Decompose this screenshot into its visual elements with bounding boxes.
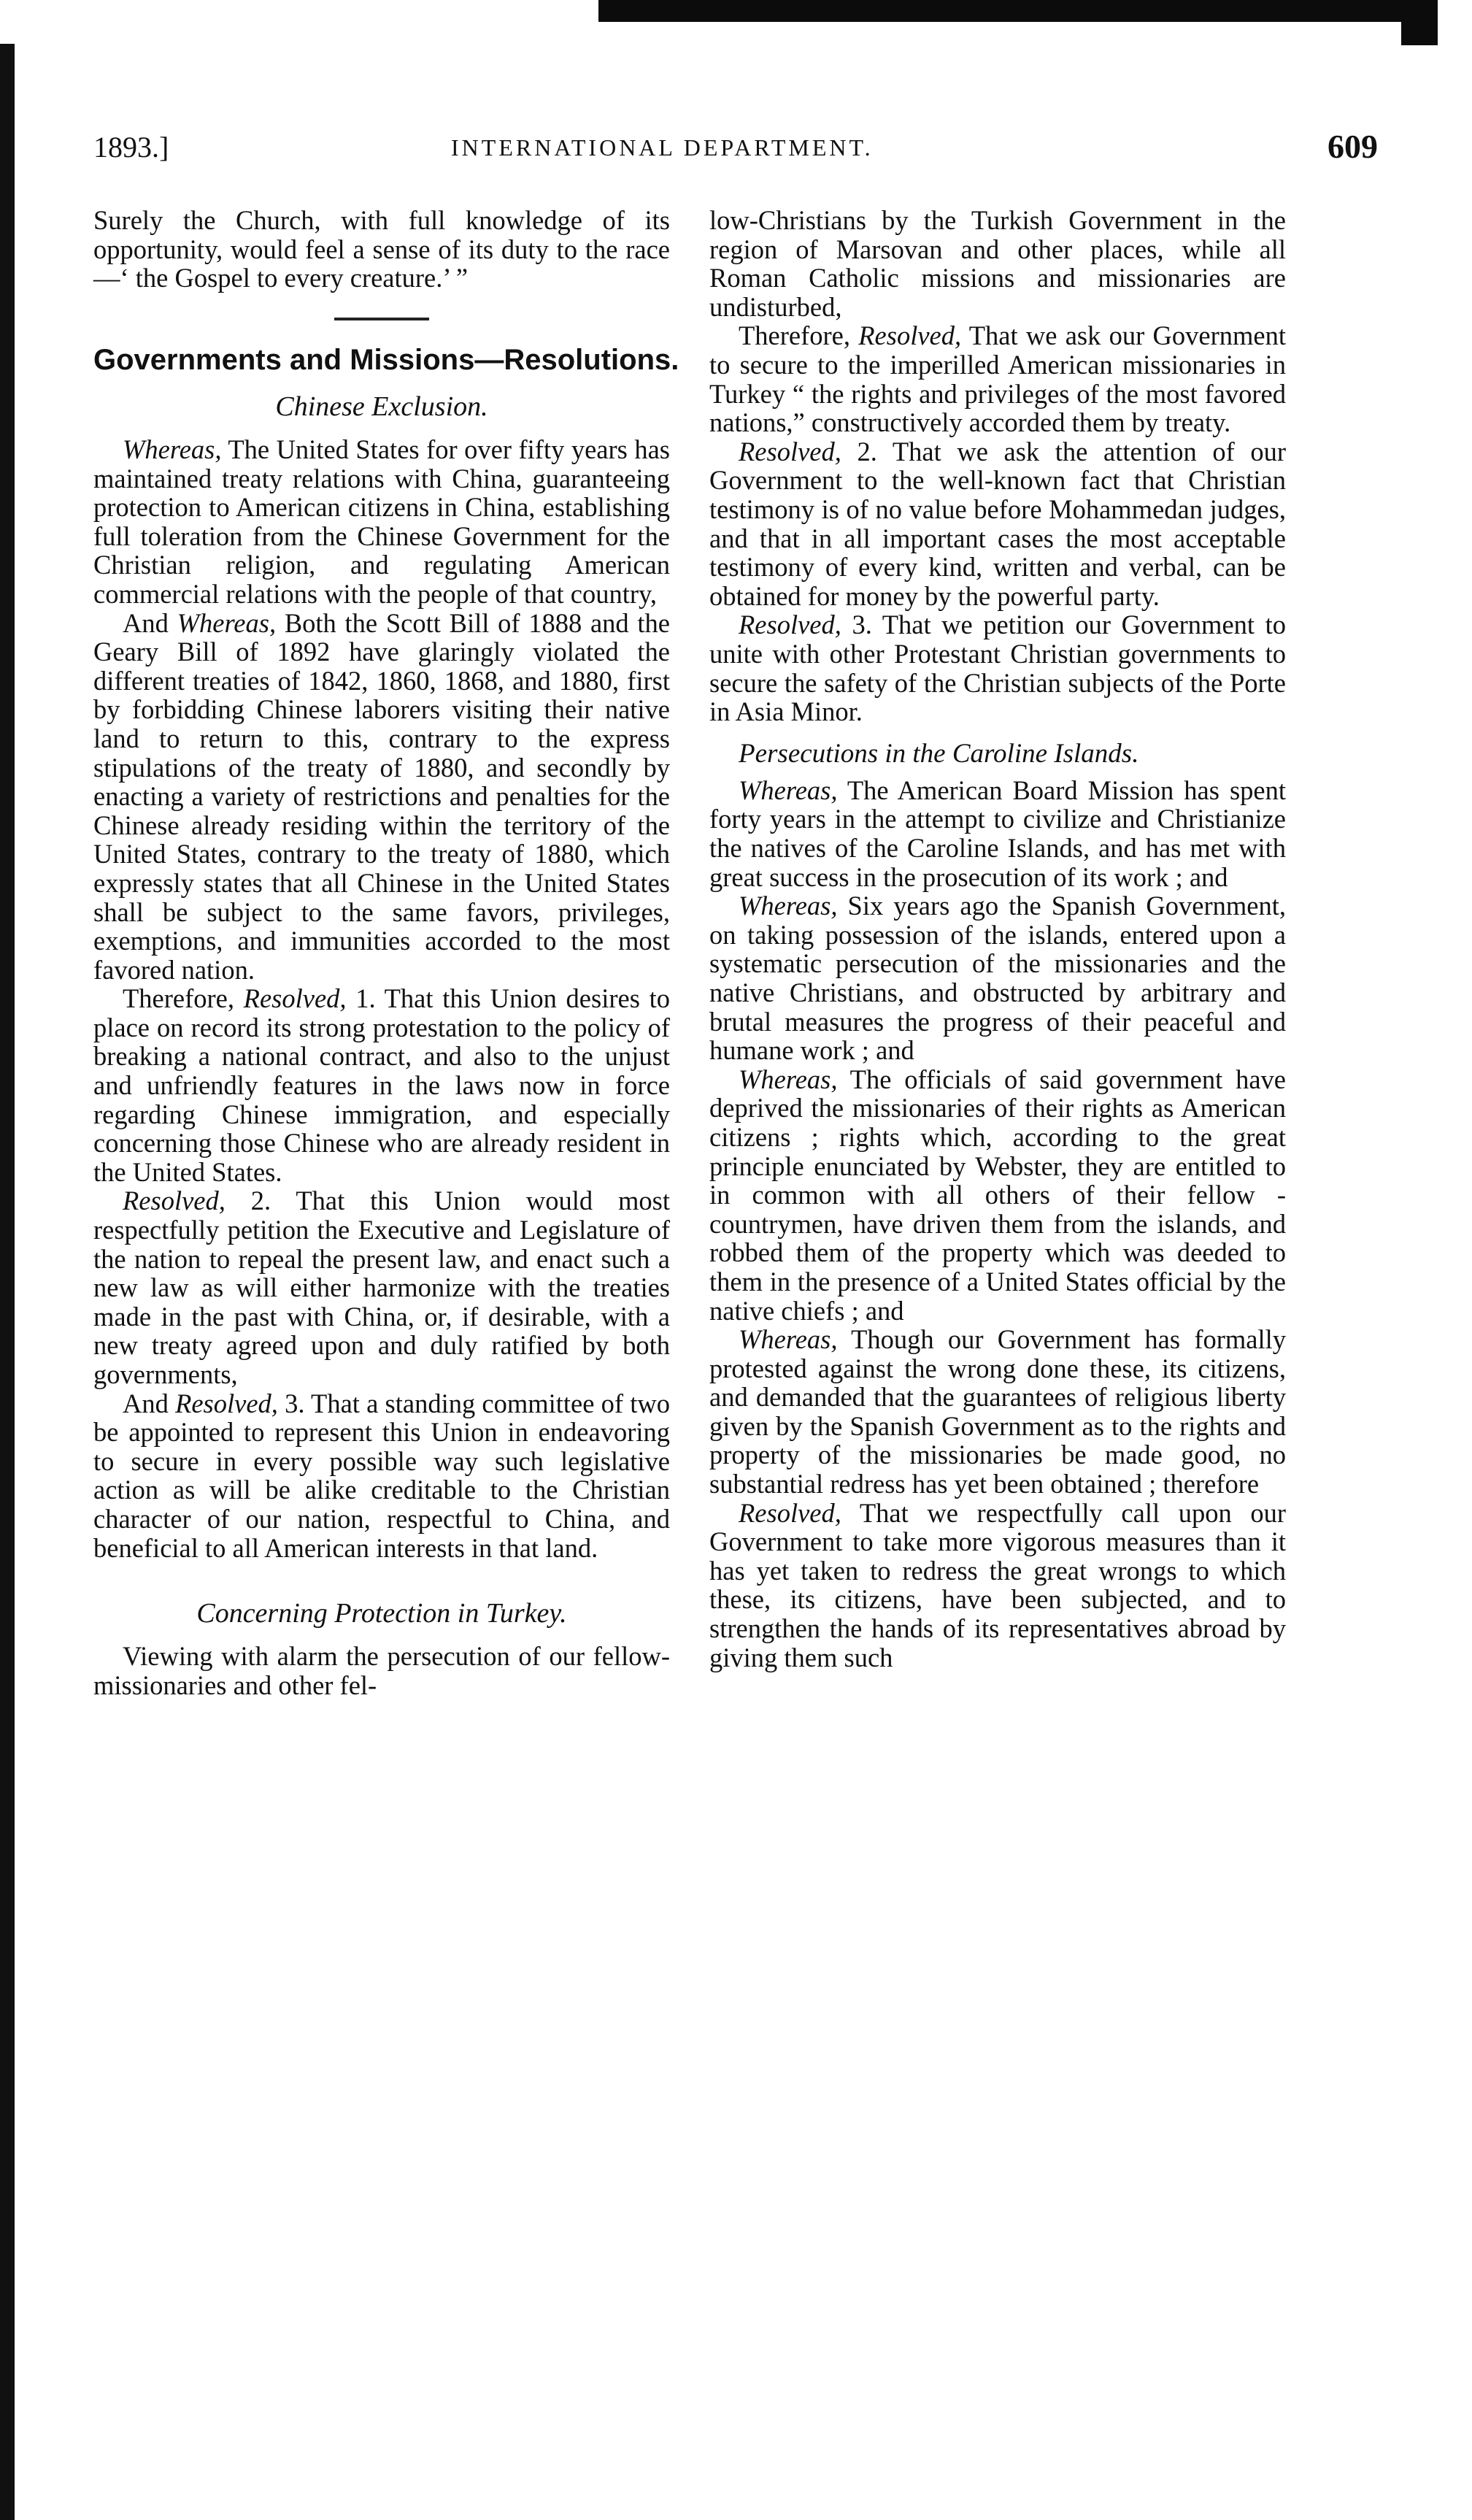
paragraph-text: 2. That this Union would most respectfully petition the Executive and Legislature of the nation to repeal the present law, and enact such a new law as will either harmonize with the treaties made in the past with China, or, if desirable, with a new treaty agreed upon and duly ratified by both governments, (93, 1186, 670, 1389)
turkey-resolved-2 (709, 437, 1286, 611)
chinese-whereas-1 (93, 435, 670, 609)
lead-word: Resolved, (123, 1186, 226, 1216)
lead-word: Whereas, (177, 607, 277, 638)
paragraph-text: The American Board Mission has spent forty years in the attempt to civilize and Christianize the natives of the Caroline Islands, and has met with great success in the prosecution of its work ; and (709, 775, 1286, 892)
lead-word: Whereas, (739, 775, 838, 805)
subheading-caroline-islands: Persecutions in the Caroline Islands. (739, 738, 1139, 769)
lead-word: Resolved, (739, 610, 841, 640)
header-running-title: INTERNATIONAL DEPARTMENT. (451, 134, 874, 161)
turkey-resolved-1 (709, 321, 1286, 437)
caroline-whereas-4 (709, 1325, 1286, 1499)
paragraph-text: Six years ago the Spanish Government, on taking possession of the islands, entered upon a systematic persecution of the missionaries and the native Christians, and obstructed by arbitrary and brutal measures the progress of their peaceful and humane work ; and (709, 891, 1286, 1066)
running-header (93, 130, 1378, 174)
lead-word: Whereas, (739, 891, 838, 921)
lead-prefix: And (123, 1388, 176, 1418)
lead-prefix: Therefore, (123, 983, 244, 1014)
lead-word: Whereas, (739, 1064, 838, 1094)
paragraph-text: The officials of said government have deprived the missionaries of their rights as American citizens ; rights which, according to the great principle enunciated by Webster, they are entitled to in common with all others of their fellow - countrymen, have driven them from the islands, and robbed them of the property which was deeded to them in the presence of a United States official by the native chiefs ; and (709, 1064, 1286, 1326)
lead-word: Resolved, (243, 983, 347, 1014)
lead-word: Whereas, (123, 434, 222, 464)
lead-word: Resolved, (175, 1388, 278, 1418)
intro-paragraph: Surely the Church, with full knowledge of its opportunity, would feel a sense of its duty to the race—‘ the Gospel to every creature.’ ” (93, 205, 670, 293)
paragraph-text: That we respectfully call upon our Government to take more vigorous measures than it has yet taken to redress the great wrongs to which these, its citizens, have been subjected, and to strengthen the hands of its representatives abroad by giving them such (709, 1497, 1286, 1672)
turkey-resolved-3 (709, 610, 1286, 726)
right-column (709, 206, 1286, 1672)
lead-word: Resolved, (858, 320, 962, 351)
page-number: 609 (1328, 128, 1378, 165)
top-edge-rule (598, 0, 1438, 22)
lead-prefix: And (123, 607, 177, 638)
paragraph-text: The United States for over fifty years has maintained treaty relations with China, guaranteeing protection to American citizens in China, establishing full toleration from the Chinese Government for the Christian religion, and regulating American commercial relations with the people of that country, (93, 434, 670, 609)
subheading-protection-turkey: Concerning Protection in Turkey. (196, 1598, 567, 1629)
chinese-resolved-2 (93, 1186, 670, 1388)
section-divider (334, 318, 429, 320)
caroline-whereas-1 (709, 776, 1286, 891)
chinese-whereas-2 (93, 609, 670, 985)
top-edge-rule-tab (1401, 0, 1438, 45)
left-column (93, 205, 679, 1700)
paragraph-text: Both the Scott Bill of 1888 and the Geary Bill of 1892 have glaringly violated the different treaties of 1842, 1860, 1868, and 1880, first by forbidding Chinese laborers visiting their native land to return to this, contrary to the express stipulations of the treaty of 1880, and secondly by enacting a variety of restrictions and penalties for the Chinese already residing within the territory of the United States, contrary to the treaty of 1880, which expressly states that all Chinese in the United States shall be subject to the same favors, privileges, exemptions, and immunities accorded to the most favored nation. (93, 607, 671, 985)
turkey-preamble-continued: low-Christians by the Turkish Government in the region of Marsovan and other places, while all Roman Catholic missions and missionaries are undisturbed, (709, 205, 1286, 322)
caroline-whereas-3 (709, 1065, 1286, 1325)
lead-word: Resolved, (739, 436, 841, 466)
paragraph-text: That we ask our Government to secure to the imperilled American missionaries in Turkey “ the rights and privileges of the most favored nations,” constructively accorded them by treaty. (709, 320, 1286, 438)
chinese-resolved-1 (93, 984, 670, 1186)
lead-prefix: Therefore, (739, 320, 859, 351)
subheading-chinese-exclusion: Chinese Exclusion. (275, 391, 488, 422)
paragraph-text: 2. That we ask the attention of our Government to the well-known fact that Christian testimony is of no value before Mohammedan judges, and that in all important cases the most acceptable testimony of every kind, written and verbal, can be obtained for money by the powerful party. (709, 436, 1286, 611)
lead-word: Resolved, (739, 1497, 841, 1528)
header-year: 1893.] (93, 131, 169, 164)
paragraph-text: 3. That we petition our Government to unite with other Protestant Christian governments to secure the safety of the Christian subjects of the Porte in Asia Minor. (709, 610, 1286, 727)
lead-word: Whereas, (739, 1324, 838, 1355)
caroline-whereas-2 (709, 891, 1286, 1065)
section-heading: Governments and Missions—Resolutions. (93, 343, 679, 376)
paragraph-text: 3. That a standing committee of two be appointed to represent this Union in endeavoring to secure in every possible way such legislative action as will be alike creditable to the Christian character of our nation, respectful to China, and beneficial to all American interests in that land. (93, 1388, 671, 1563)
chinese-resolved-3 (93, 1389, 670, 1563)
paragraph-text: 1. That this Union desires to place on record its strong protestation to the policy of breaking a national contract, and also to the unjust and unfriendly features in the laws now in force regarding Chinese immigration, and especially concerning those Chinese who are already resident in the United States. (93, 983, 670, 1187)
turkey-preamble-start: Viewing with alarm the persecution of our fellow-missionaries and other fel- (93, 1641, 670, 1700)
caroline-resolved (709, 1499, 1286, 1672)
paragraph-text: Though our Government has formally protested against the wrong done these, its citizens, and demanded that the guarantees of religious liberty given by the Spanish Government as to the rights and property of the missionaries be made good, no substantial redress has yet been obtained ; therefore (709, 1324, 1286, 1499)
scan-binding-edge (0, 44, 15, 2520)
